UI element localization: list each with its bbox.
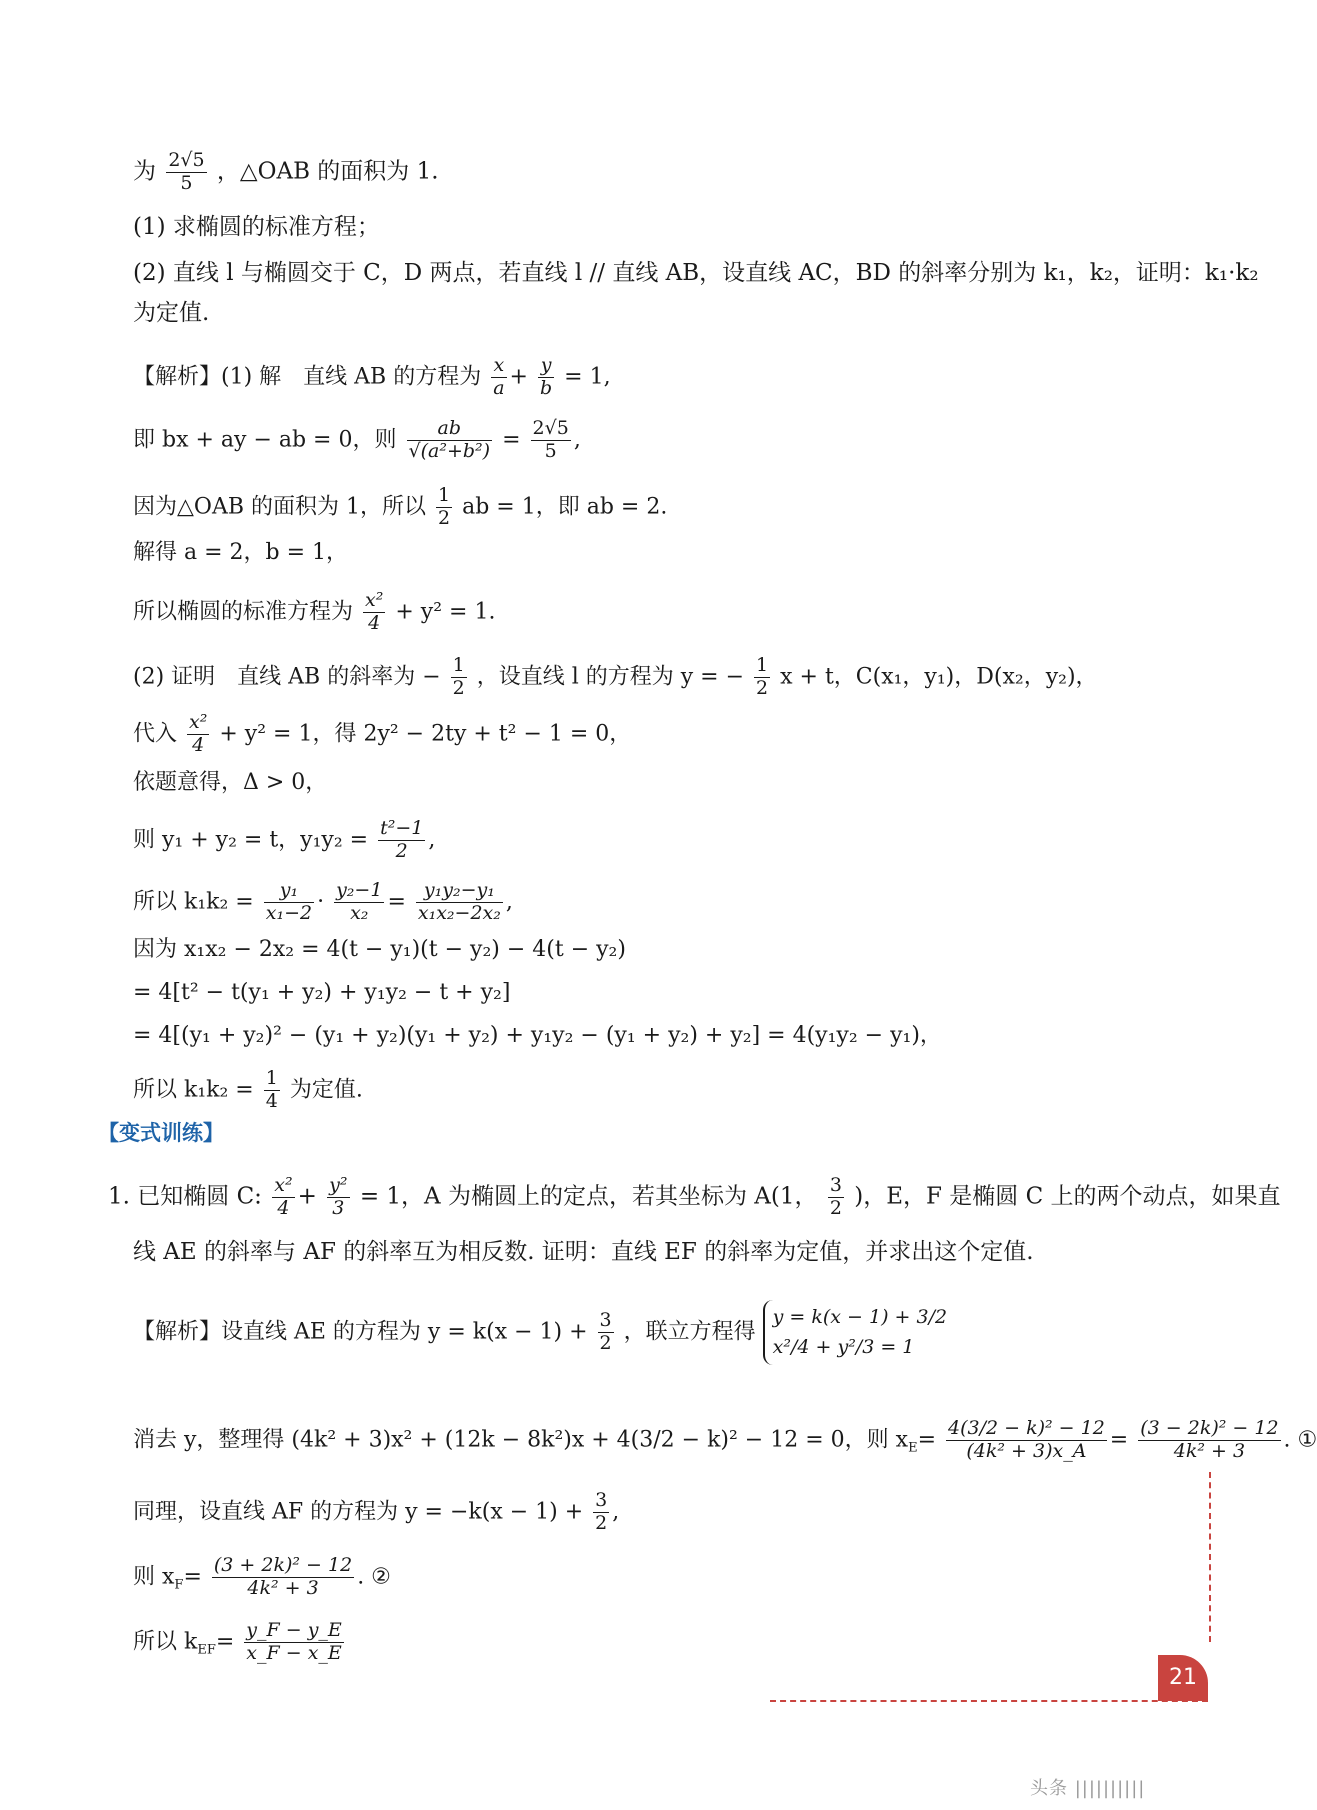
text: 则 x	[133, 1564, 175, 1590]
fraction-x-a: $\frac{x}{a}$	[493, 354, 505, 399]
problem-line1	[133, 150, 439, 195]
text: 代入	[133, 721, 178, 747]
system-eq1: y = k(x − 1) + 3/2	[772, 1306, 948, 1328]
solution-line7	[133, 712, 631, 757]
text: )，E，F 是椭圆 C 上的两个动点，如果直	[854, 1183, 1281, 1210]
fraction-y-b: $\frac{y}{b}$	[539, 354, 553, 399]
tag-1: . ①	[1283, 1427, 1317, 1453]
fraction-x2-4: $\frac{\text{x²}}{4}$	[274, 1174, 293, 1219]
solution-line4: 解得 a = 2，b = 1，	[133, 540, 349, 565]
text: = 1,	[564, 364, 611, 390]
text: 为	[133, 158, 156, 185]
page-number: 21	[1158, 1655, 1208, 1701]
fraction-t2: $\frac{\text{t²−1}}{2}$	[380, 817, 424, 862]
fraction-3-2: $\frac{3}{2}$	[829, 1174, 842, 1219]
solution-line9: 则 y₁ + y₂ = t，y₁y₂ = $\frac{\text{t²−1}}{2}$ ,	[133, 817, 436, 862]
question-2-cont: 为定值.	[133, 300, 210, 326]
solution-line8: 依题意得，Δ > 0，	[133, 770, 328, 795]
solution-line1: 【解析】(1) 解 直线 AB 的方程为 $\frac{x}{a}$ + $\frac{y}{b}$ = 1,	[133, 354, 611, 399]
text: 【解析】设直线 AE 的方程为 y = k(x − 1) +	[133, 1319, 588, 1345]
fraction-xe1: $\frac{\text{4(3/2 − k)² − 12}}{\text{(4k² + 3)x\_A}}$	[948, 1417, 1105, 1462]
fraction-xe2: $\frac{\text{(3 − 2k)² − 12}}{\text{4k² + 3}}$	[1140, 1417, 1279, 1462]
text: ，设直线 l 的方程为 y = −	[476, 664, 745, 690]
text: + y² = 1.	[395, 599, 496, 625]
fraction-3-2: $\frac{3}{2}$	[595, 1489, 608, 1534]
text: 即 bx + ay − ab = 0，则	[133, 427, 397, 453]
practice-solution-line4: 则 $x_F=$ $\frac{\text{(3 + 2k)² − 12}}{\text{4k² + 3}}$ . ②	[133, 1554, 391, 1599]
fraction-x2-4: $\frac{\text{x²}}{4}$	[189, 711, 208, 756]
text: 同理，设直线 AF 的方程为 y = −k(x − 1) +	[133, 1499, 584, 1525]
text: 所以椭圆的标准方程为	[133, 599, 354, 625]
text: 为定值.	[289, 1077, 363, 1103]
text: 【解析】(1) 解 直线 AB 的方程为	[133, 364, 482, 390]
text: (2) 证明 直线 AB 的斜率为 −	[133, 664, 441, 690]
fraction-k2: $\frac{\text{y₂−1}}{\text{x₂}}$	[336, 879, 383, 924]
solution-line11: 因为 x₁x₂ − 2x₂ = 4(t − y₁)(t − y₂) − 4(t − y₂)	[133, 937, 626, 962]
text: ab = 1，即 ab = 2.	[462, 494, 668, 520]
text: + y² = 1，得 2y² − 2ty + t² − 1 = 0，	[219, 721, 632, 747]
practice-solution-line1	[133, 1300, 953, 1365]
fraction-half: $\frac{1}{2}$	[452, 654, 465, 699]
practice-solution-line5: 所以 $k_{EF}=$ $\frac{y\_F - y\_E}{x\_F - x\_E}$	[133, 1619, 342, 1664]
solution-line2: 即 bx + ay − ab = 0，则 $\frac{ab}{\text{√(a²+b²)}}$ = $\frac{2√5}{5}$ ,	[133, 417, 581, 462]
practice-solution-line3: 同理，设直线 AF 的方程为 y = −k(x − 1) + $\frac{3}{2}$ ,	[133, 1489, 620, 1534]
fraction-xf: $\frac{\text{(3 + 2k)² − 12}}{\text{4k² + 3}}$	[213, 1554, 353, 1599]
solution-line14	[133, 1068, 363, 1113]
dashed-border-horizontal	[770, 1700, 1208, 1702]
solution-line12: = 4[t² − t(y₁ + y₂) + y₁y₂ − t + y₂]	[133, 980, 511, 1005]
practice-header: 【变式训练】	[98, 1121, 224, 1145]
fraction-y2-3: $\frac{\text{y²}}{3}$	[329, 1174, 348, 1219]
question-2: (2) 直线 l 与椭圆交于 C，D 两点，若直线 l // 直线 AB，设直线 AC，BD 的斜率分别为 k₁，k₂，证明：k₁·k₂	[133, 260, 1259, 286]
fraction-x2-4: $\frac{\text{x²}}{4}$	[365, 589, 384, 634]
solution-line6	[133, 655, 1098, 700]
fraction-quarter: $\frac{1}{4}$	[265, 1067, 278, 1112]
solution-line3	[133, 485, 667, 530]
solution-line5	[133, 590, 495, 635]
fraction-2root5-5: $\frac{2√5}{5}$	[532, 417, 569, 462]
fraction-kef: $\frac{y\_F - y\_E}{x\_F - x\_E}$	[246, 1619, 342, 1664]
text: 1. 已知椭圆 C:	[108, 1183, 262, 1210]
text: 则 y₁ + y₂ = t，y₁y₂ =	[133, 827, 369, 853]
text: = 1，A 为椭圆上的定点，若其坐标为 A(1，	[359, 1183, 818, 1210]
text: ，联立方程得	[623, 1319, 756, 1345]
fraction-half: $\frac{1}{2}$	[438, 484, 451, 529]
fraction	[166, 150, 206, 195]
text: 消去 y，整理得 (4k² + 3)x² + (12k − 8k²)x + 4(3/2 − k)² − 12 = 0，则 x	[133, 1427, 909, 1453]
question-1: (1) 求椭圆的标准方程；	[133, 214, 380, 240]
text: 因为△OAB 的面积为 1，所以	[133, 494, 426, 520]
equation-system	[763, 1300, 953, 1365]
watermark: 头条 ||||||||||	[1030, 1778, 1146, 1799]
text: =	[502, 427, 521, 453]
practice-solution-line2: 消去 y，整理得 (4k² + 3)x² + (12k − 8k²)x + 4(3/2 − k)² − 12 = 0，则 $x_E=$ $\frac{\text{4(3/2 − k)² − 12}}{\text{(4k² + 3)x\_A}}$ = $\frac{\text{(3 − 2k)² − 12}}{\text{4k² + 3}}$ . ①	[133, 1417, 1317, 1462]
frac-num: 2√5	[168, 149, 205, 171]
system-eq2: x²/4 + y²/3 = 1	[772, 1336, 915, 1359]
text: 所以 k₁k₂ =	[133, 889, 254, 915]
tag-2: . ②	[357, 1564, 391, 1590]
dashed-border-vertical	[1209, 1472, 1211, 1642]
text: 所以 k	[133, 1629, 198, 1655]
solution-line13: = 4[(y₁ + y₂)² − (y₁ + y₂)(y₁ + y₂) + y₁y₂ − (y₁ + y₂) + y₂] = 4(y₁y₂ − y₁)，	[133, 1023, 942, 1048]
fraction-3-2: $\frac{3}{2}$	[599, 1309, 612, 1354]
fraction-k1: $\frac{\text{y₁}}{\text{x₁−2}}$	[265, 879, 313, 924]
practice-line2: 线 AE 的斜率与 AF 的斜率互为相反数. 证明：直线 EF 的斜率为定值，并求出这个定值.	[133, 1239, 1034, 1265]
fraction-k1k2: $\frac{\text{y₁y₂−y₁}}{\text{x₁x₂−2x₂}}$	[417, 879, 501, 924]
text: ，△OAB 的面积为 1.	[216, 158, 439, 185]
fraction-distance: $\frac{ab}{\text{√(a²+b²)}}$	[408, 417, 491, 462]
solution-line10: 所以 k₁k₂ = $\frac{\text{y₁}}{\text{x₁−2}}$ · $\frac{\text{y₂−1}}{\text{x₂}}$ = $\frac{\text{y₁y₂−y₁}}{\text{x₁x₂−2x₂}}$ ,	[133, 879, 513, 924]
practice-line1: 1. 已知椭圆 C: $\frac{\text{x²}}{4}$ + $\frac{\text{y²}}{3}$ = 1，A 为椭圆上的定点，若其坐标为 A(1， $\frac{3}{2}$ )，E，F 是椭圆 C 上的两个动点，如果直	[108, 1174, 1281, 1219]
fraction-half: $\frac{1}{2}$	[756, 654, 769, 699]
text: x + t，C(x₁，y₁)，D(x₂，y₂)，	[780, 664, 1098, 690]
frac-den: 5	[180, 171, 193, 194]
text: 所以 k₁k₂ =	[133, 1077, 254, 1103]
